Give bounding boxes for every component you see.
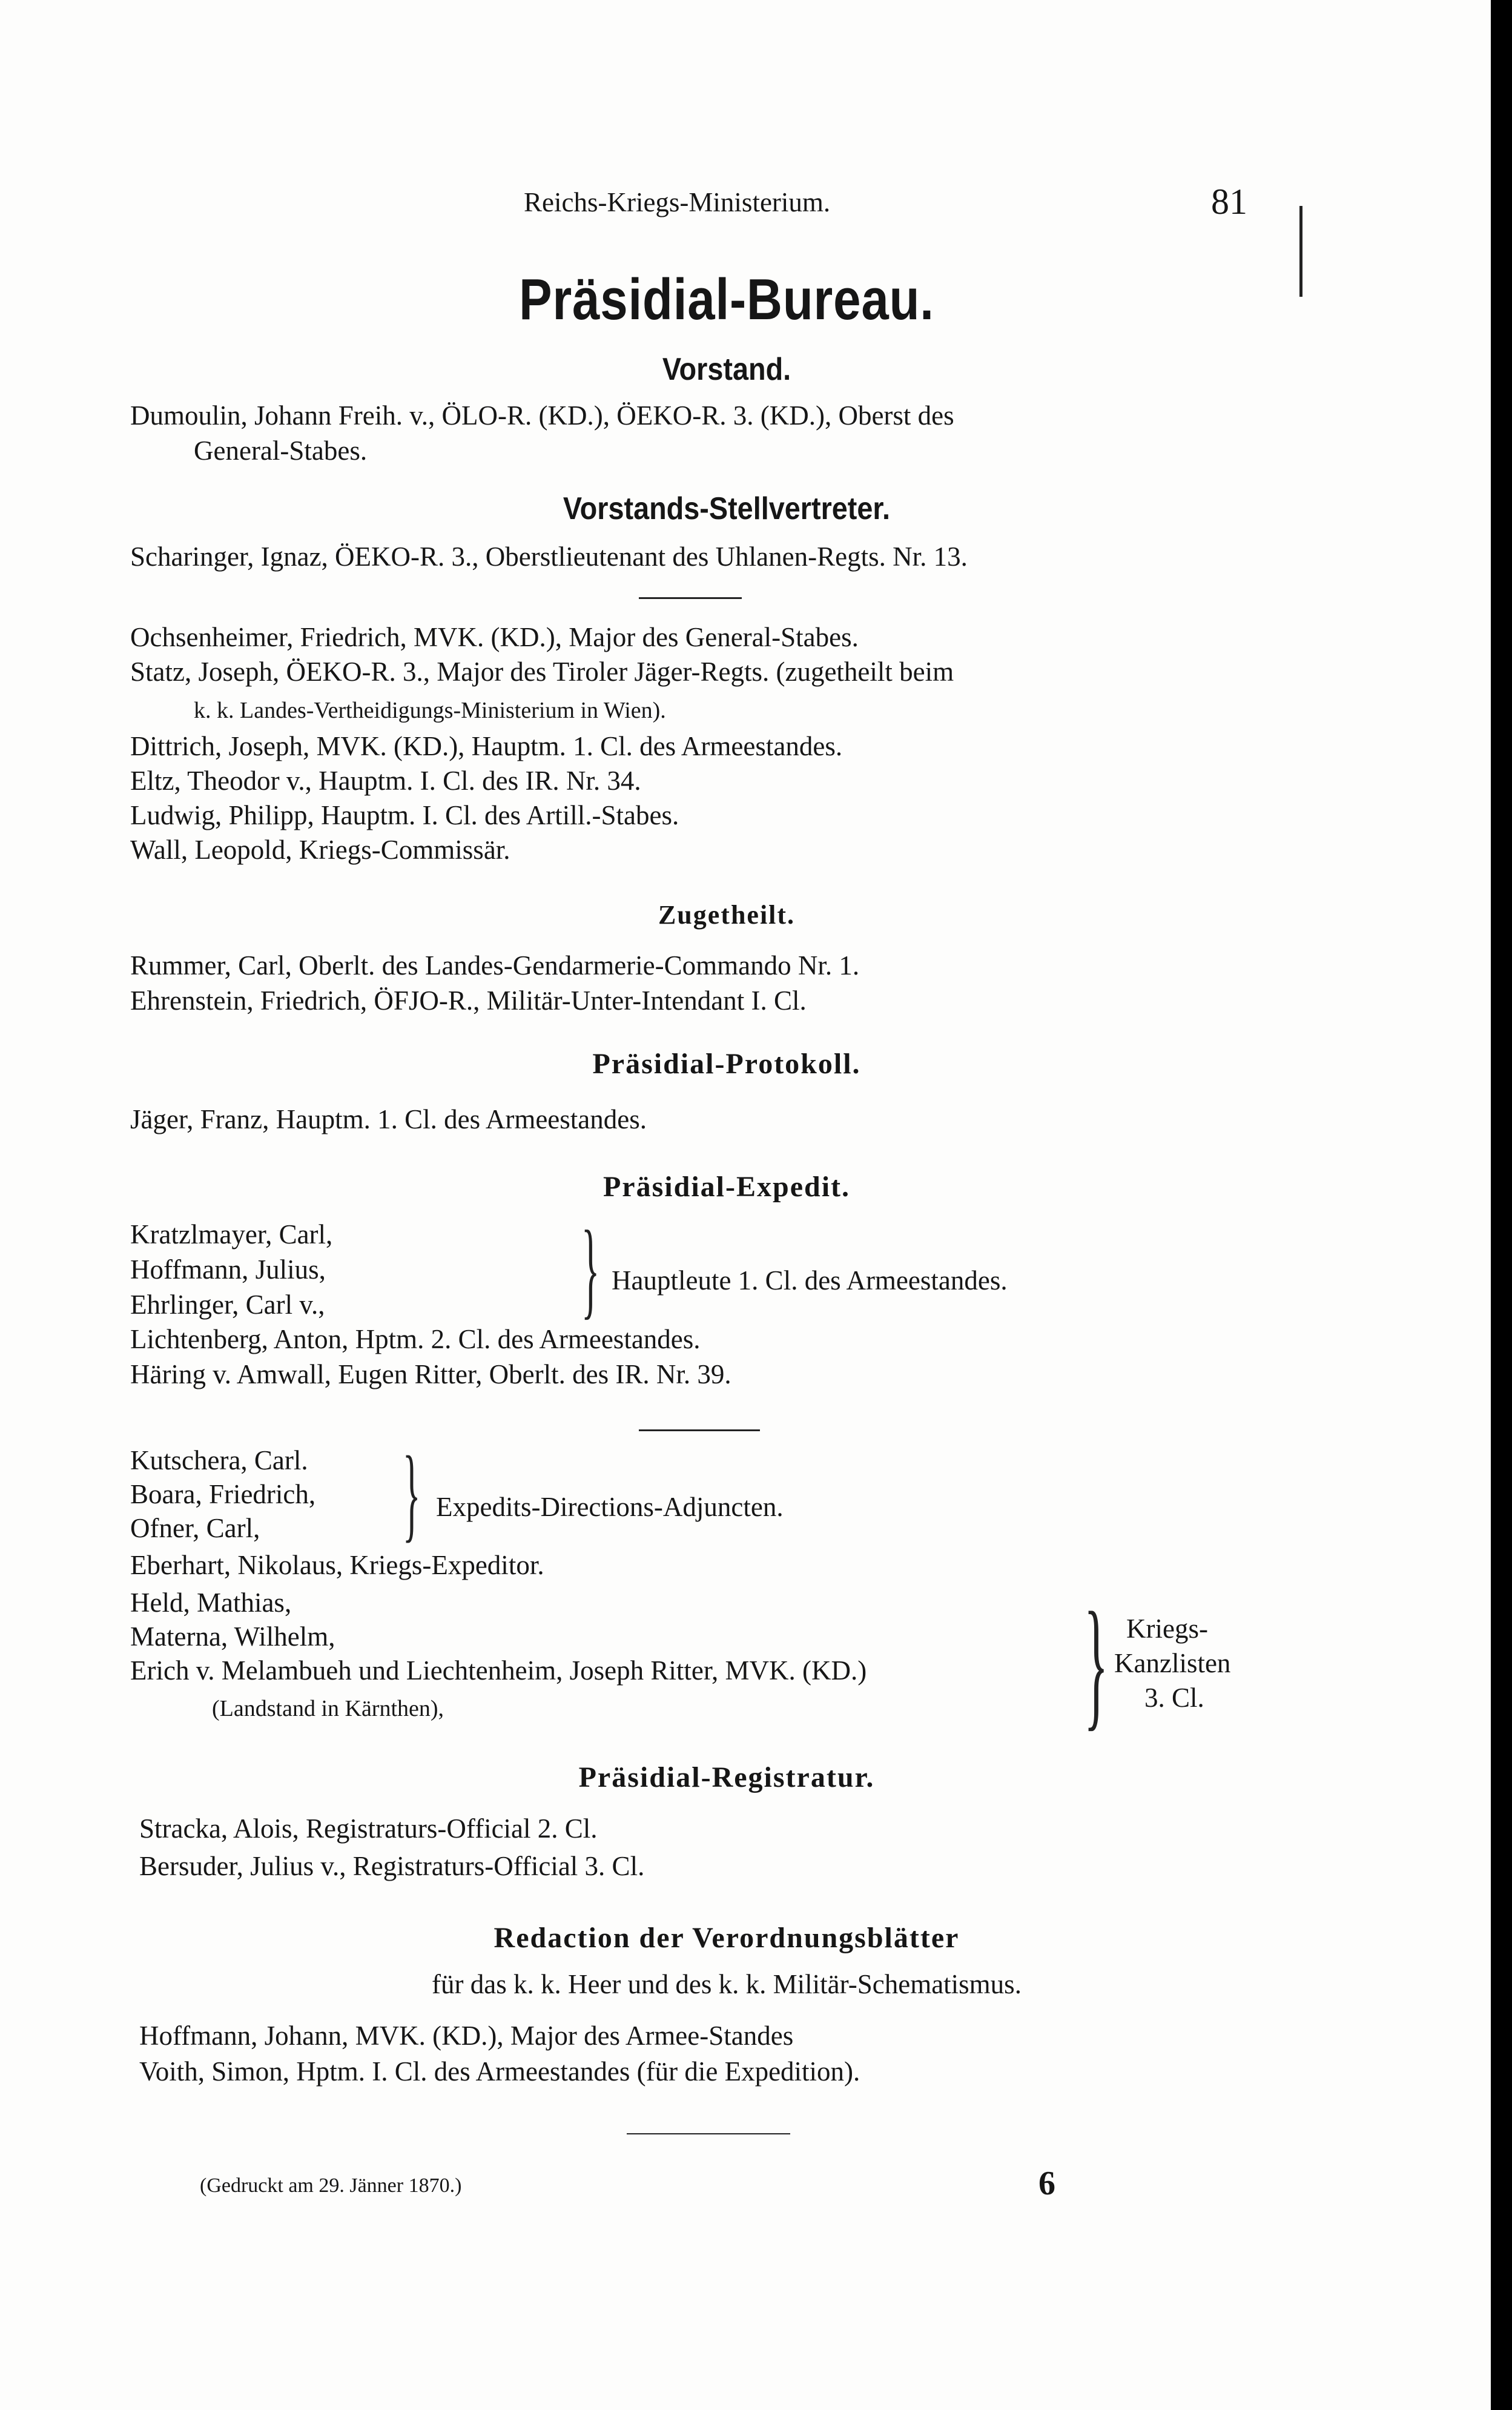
officer-line: Dittrich, Joseph, MVK. (KD.), Hauptm. 1. Cl. des Armeestandes.: [130, 731, 843, 761]
kanzlisten-label: 3. Cl.: [1144, 1683, 1204, 1713]
redaction-heading: Redaction der Verordnungsblätter: [494, 1922, 960, 1954]
protokoll-heading: Präsidial-Protokoll.: [592, 1048, 861, 1080]
officer-line: k. k. Landes-Vertheidigungs-Ministerium in Wien).: [194, 698, 666, 723]
brace-icon: }: [403, 1434, 421, 1552]
section-divider: [639, 1429, 760, 1431]
vorstand-line: Dumoulin, Johann Freih. v., ÖLO-R. (KD.), ÖEKO-R. 3. (KD.), Oberst des: [130, 400, 954, 431]
kanzlist-name: Materna, Wilhelm,: [130, 1621, 335, 1652]
kanzlist-name: Erich v. Melambueh und Liechtenheim, Joseph Ritter, MVK. (KD.): [130, 1655, 867, 1686]
vorstand-heading: Vorstand.: [662, 352, 791, 387]
adjunct-name: Boara, Friedrich,: [130, 1479, 316, 1509]
kanzlist-name: (Landstand in Kärnthen),: [212, 1696, 444, 1721]
expedit-group-name: Kratzlmayer, Carl,: [130, 1219, 333, 1250]
section-divider: [627, 2133, 790, 2134]
zugetheilt-line: Ehrenstein, Friedrich, ÖFJO-R., Militär-Unter-Intendant I. Cl.: [130, 985, 807, 1016]
running-title: Reichs-Kriegs-Ministerium.: [524, 187, 831, 217]
expedit-line: Häring v. Amwall, Eugen Ritter, Oberlt. des IR. Nr. 39.: [130, 1359, 731, 1389]
redaction-line: Voith, Simon, Hptm. I. Cl. des Armeestandes (für die Expedition).: [139, 2056, 860, 2087]
printed-date: (Gedruckt am 29. Jänner 1870.): [200, 2174, 462, 2197]
officer-line: Eltz, Theodor v., Hauptm. I. Cl. des IR. Nr. 34.: [130, 766, 641, 796]
expedit-heading: Präsidial-Expedit.: [602, 1171, 851, 1203]
expedit-group-name: Hoffmann, Julius,: [130, 1254, 326, 1285]
zugetheilt-heading: Zugetheilt.: [658, 900, 796, 930]
registratur-line: Stracka, Alois, Registraturs-Official 2. Cl.: [139, 1813, 598, 1844]
registratur-heading: Präsidial-Registratur.: [578, 1761, 875, 1793]
expedit-line: Lichtenberg, Anton, Hptm. 2. Cl. des Armeestandes.: [130, 1324, 701, 1354]
officer-line: Ochsenheimer, Friedrich, MVK. (KD.), Major des General-Stabes.: [130, 622, 859, 652]
kanzlist-name: Held, Mathias,: [130, 1587, 292, 1618]
page-margin-mark: [1299, 206, 1302, 297]
adjunct-label: Expedits-Directions-Adjuncten.: [436, 1492, 784, 1522]
officer-line: Statz, Joseph, ÖEKO-R. 3., Major des Tiroler Jäger-Regts. (zugetheilt beim: [130, 657, 954, 687]
adjunct-name: Kutschera, Carl.: [130, 1445, 308, 1475]
brace-icon: }: [581, 1208, 600, 1329]
kanzlisten-label: Kriegs-: [1126, 1614, 1208, 1644]
brace-icon: }: [1084, 1582, 1109, 1743]
expeditor-line: Eberhart, Nikolaus, Kriegs-Expeditor.: [130, 1550, 544, 1580]
vorstand-line: General-Stabes.: [194, 435, 368, 466]
officer-line: Wall, Leopold, Kriegs-Commissär.: [130, 835, 510, 865]
expedit-group-label: Hauptleute 1. Cl. des Armeestandes.: [612, 1265, 1008, 1296]
page-number: 81: [1211, 182, 1247, 222]
zugetheilt-line: Rummer, Carl, Oberlt. des Landes-Gendarmerie-Commando Nr. 1.: [130, 950, 860, 981]
kanzlisten-label: Kanzlisten: [1114, 1648, 1231, 1678]
registratur-line: Bersuder, Julius v., Registraturs-Official 3. Cl.: [139, 1851, 645, 1881]
signature-number: 6: [1038, 2165, 1055, 2202]
stellvertreter-line: Scharinger, Ignaz, ÖEKO-R. 3., Oberstlieutenant des Uhlanen-Regts. Nr. 13.: [130, 541, 968, 572]
redaction-subheading: für das k. k. Heer und des k. k. Militär-Schematismus.: [432, 1969, 1022, 1999]
officer-line: Ludwig, Philipp, Hauptm. I. Cl. des Artill.-Stabes.: [130, 800, 679, 830]
adjunct-name: Ofner, Carl,: [130, 1513, 260, 1543]
page-title: Präsidial-Bureau.: [519, 267, 934, 332]
stellvertreter-heading: Vorstands-Stellvertreter.: [563, 491, 891, 526]
expedit-group-name: Ehrlinger, Carl v.,: [130, 1289, 325, 1320]
section-divider: [639, 597, 742, 599]
protokoll-line: Jäger, Franz, Hauptm. 1. Cl. des Armeestandes.: [130, 1104, 647, 1134]
redaction-line: Hoffmann, Johann, MVK. (KD.), Major des Armee-Standes: [139, 2021, 794, 2051]
